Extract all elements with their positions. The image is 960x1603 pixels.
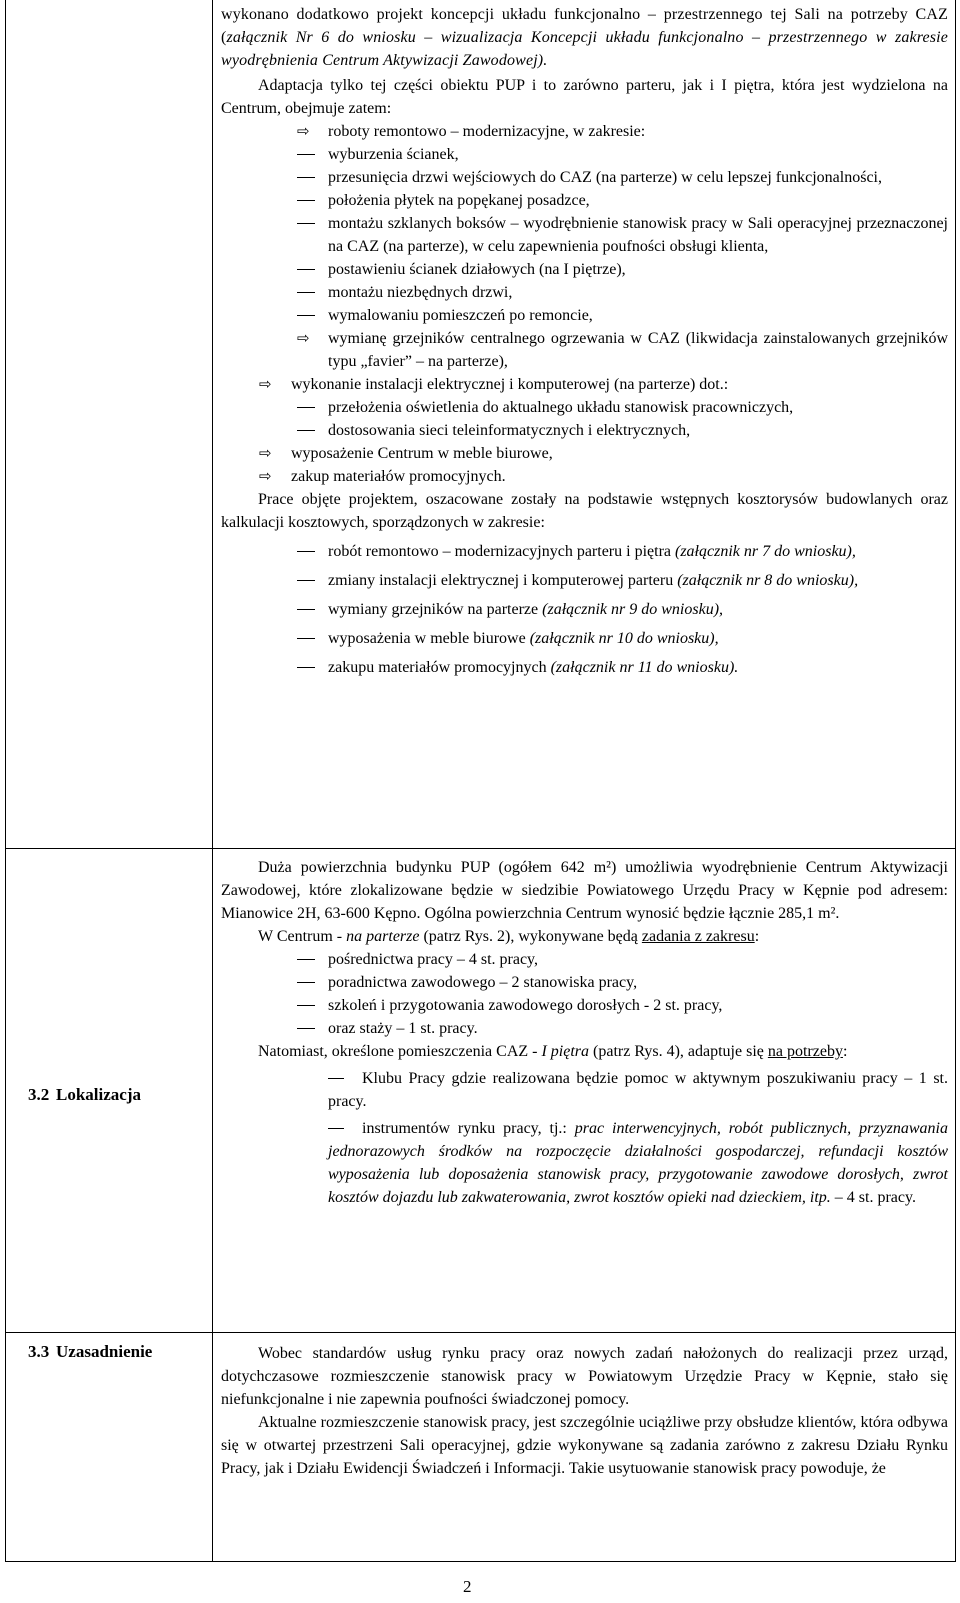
task-item: oraz staży – 1 st. pracy. (221, 1017, 948, 1040)
list-item: ⇨ zakup materiałów promocyjnych. (221, 465, 948, 488)
sub-list-item: wyburzenia ścianek, (221, 143, 948, 166)
arrow-bullet-icon: ⇨ (259, 444, 272, 462)
page-number: 2 (463, 1577, 472, 1596)
table-column-divider (212, 0, 213, 1562)
sub-list-item: przesunięcia drzwi wejściowych do CAZ (na parterze) w celu lepszej funkcjonalności, (221, 166, 948, 189)
section-number: 3.3 (28, 1342, 50, 1361)
sub-list-item: dostosowania sieci teleinformatycznych i elektrycznych, (221, 419, 948, 442)
sub-list-item: wymalowaniu pomieszczeń po remoncie, (221, 304, 948, 327)
scope-item: wymiany grzejników na parterze (załącznik nr 9 do wniosku), (221, 598, 948, 621)
row-divider-2 (5, 1332, 956, 1333)
table-border-right (955, 0, 956, 1562)
justification-paragraph-1: Wobec standardów usług rynku pracy oraz nowych zadań nałożonych do realizacji przez urząd, dotychczasowe rozmieszczenie stanowisk pracy w Powiatowym Urzędzie Pracy w Kępnie, stało się niefunkcjonalne i nie zapewnia poufności świadczonej pomocy. (221, 1345, 948, 1408)
arrow-bullet-icon: ⇨ (297, 122, 310, 140)
dash-bullet-icon (297, 959, 315, 960)
scope-item: zakupu materiałów promocyjnych (załącznik nr 11 do wniosku). (221, 656, 948, 679)
justification-paragraph-2: Aktualne rozmieszczenie stanowisk pracy, jest szczególnie uciążliwe przy obsłudze klientów, która odbywa się w otwartej przestrzeni Sali operacyjnej, gdzie wykonywane są zadania zarówno z zakresu Działu Rynku Pracy, jak i Działu Ewidencji Świadczeń i Informacji. Takie usytuowanie stanowisk pracy powoduje, że (221, 1414, 948, 1477)
dash-bullet-icon (297, 154, 315, 155)
dash-bullet-icon (297, 982, 315, 983)
dash-bullet-icon (297, 407, 315, 408)
scope-item: robót remontowo – modernizacyjnych parteru i piętra (załącznik nr 7 do wniosku), (221, 540, 948, 563)
table-border-bottom (5, 1561, 956, 1562)
task-item: poradnictwa zawodowego – 2 stanowiska pracy, (221, 971, 948, 994)
scope-item: wyposażenia w meble biurowe (załącznik nr 10 do wniosku), (221, 627, 948, 650)
task-item: szkoleń i przygotowania zawodowego dorosłych - 2 st. pracy, (221, 994, 948, 1017)
arrow-bullet-icon: ⇨ (259, 467, 272, 485)
section-3-3-content (221, 1342, 948, 1480)
intro-paragraph: wykonano dodatkowo projekt koncepcji układu funkcjonalno – przestrzennego tej Sali na potrzeby CAZ (załącznik Nr 6 do wniosku – wizualizacja Koncepcji układu funkcjonalno – przestrzennego w zakresie wyodrębnienia Centrum Aktywizacji Zawodowej). (221, 6, 948, 69)
task-item: pośrednictwa pracy – 4 st. pracy, (221, 948, 948, 971)
section-3-2-content (221, 856, 948, 1209)
prace-paragraph: Prace objęte projektem, oszacowane zostały na podstawie wstępnych kosztorysów budowlanych oraz kalkulacji kosztowych, sporządzonych w zakresie: (221, 491, 948, 531)
row-divider-1 (5, 848, 956, 849)
scope-item: zmiany instalacji elektrycznej i komputerowej parteru (załącznik nr 8 do wniosku), (221, 569, 948, 592)
dash-bullet-icon (297, 223, 315, 224)
list-item: ⇨ wymianę grzejników centralnego ogrzewania w CAZ (likwidacja zainstalowanych grzejników typu „favier” – na parterze), (297, 329, 948, 370)
list-item: ⇨ wykonanie instalacji elektrycznej i komputerowej (na parterze) dot.: (221, 373, 948, 396)
dash-bullet-icon (297, 609, 315, 610)
adaptation-paragraph: Adaptacja tylko tej części obiektu PUP i to zarówno parteru, jak i I piętra, która jest wydzielona na Centrum, obejmuje zatem: (221, 77, 948, 117)
sub-list-item: przełożenia oświetlenia do aktualnego układu stanowisk pracowniczych, (221, 396, 948, 419)
section-title: Uzasadnienie (56, 1342, 153, 1361)
dash-bullet-icon (297, 1005, 315, 1006)
sub-list-item: postawieniu ścianek działowych (na I piętrze), (221, 258, 948, 281)
dash-bullet-icon (297, 430, 315, 431)
section-3-1-content (221, 3, 948, 679)
section-title: Lokalizacja (56, 1085, 141, 1104)
purpose-item: instrumentów rynku pracy, tj.: prac interwencyjnych, robót publicznych, przyznawania jednorazowych środków na rozpoczęcie działalności gospodarczej, refundacji kosztów wyposażenia lub doposażenia stanowisk pracy, przygotowanie zawodowe dorosłych, zwrot kosztów dojazdu lub zakwaterowania, zwrot kosztów opieki nad dzieckiem, itp. – 4 st. pracy. (328, 1120, 948, 1206)
dash-bullet-icon (297, 638, 315, 639)
section-number: 3.2 (28, 1085, 50, 1104)
sub-list-item: montażu szklanych boksów – wyodrębnienie stanowisk pracy w Sali operacyjnej przeznaczonej na CAZ (na parterze), w celu zapewnienia poufności obsługi klienta, (221, 212, 948, 258)
dash-bullet-icon (297, 1028, 315, 1029)
sub-list-item: położenia płytek na popękanej posadzce, (221, 189, 948, 212)
purpose-item: Klubu Pracy gdzie realizowana będzie pomoc w aktywnym poszukiwaniu pracy – 1 st. pracy. (328, 1070, 948, 1110)
list-item: ⇨ wyposażenie Centrum w meble biurowe, (221, 442, 948, 465)
arrow-bullet-icon: ⇨ (297, 329, 310, 347)
dash-bullet-icon (297, 667, 315, 668)
dash-bullet-icon (297, 580, 315, 581)
first-floor-paragraph: Natomiast, określone pomieszczenia CAZ - I piętra (patrz Rys. 4), adaptuje się na potrzeby: (258, 1043, 848, 1060)
ground-floor-paragraph: W Centrum - na parterze (patrz Rys. 2), wykonywane będą zadania z zakresu: (258, 928, 760, 945)
dash-bullet-icon (328, 1128, 344, 1129)
dash-bullet-icon (297, 292, 315, 293)
sub-list-item: montażu niezbędnych drzwi, (221, 281, 948, 304)
dash-bullet-icon (297, 269, 315, 270)
dash-bullet-icon (297, 551, 315, 552)
arrow-bullet-icon: ⇨ (259, 375, 272, 393)
dash-bullet-icon (297, 315, 315, 316)
list-item: ⇨ roboty remontowo – modernizacyjne, w zakresie: (221, 120, 948, 143)
dash-bullet-icon (297, 200, 315, 201)
table-border-left (5, 0, 6, 1562)
location-paragraph: Duża powierzchnia budynku PUP (ogółem 642 m²) umożliwia wyodrębnienie Centrum Aktywizacji Zawodowej, które zlokalizowane będzie w siedzibie Powiatowego Urzędu Pracy w Kępnie pod adresem: Mianowice 2H, 63-600 Kępno. Ogólna powierzchnia Centrum wynosić będzie łącznie 285,1 m². (221, 859, 948, 922)
dash-bullet-icon (328, 1078, 344, 1079)
dash-bullet-icon (297, 177, 315, 178)
